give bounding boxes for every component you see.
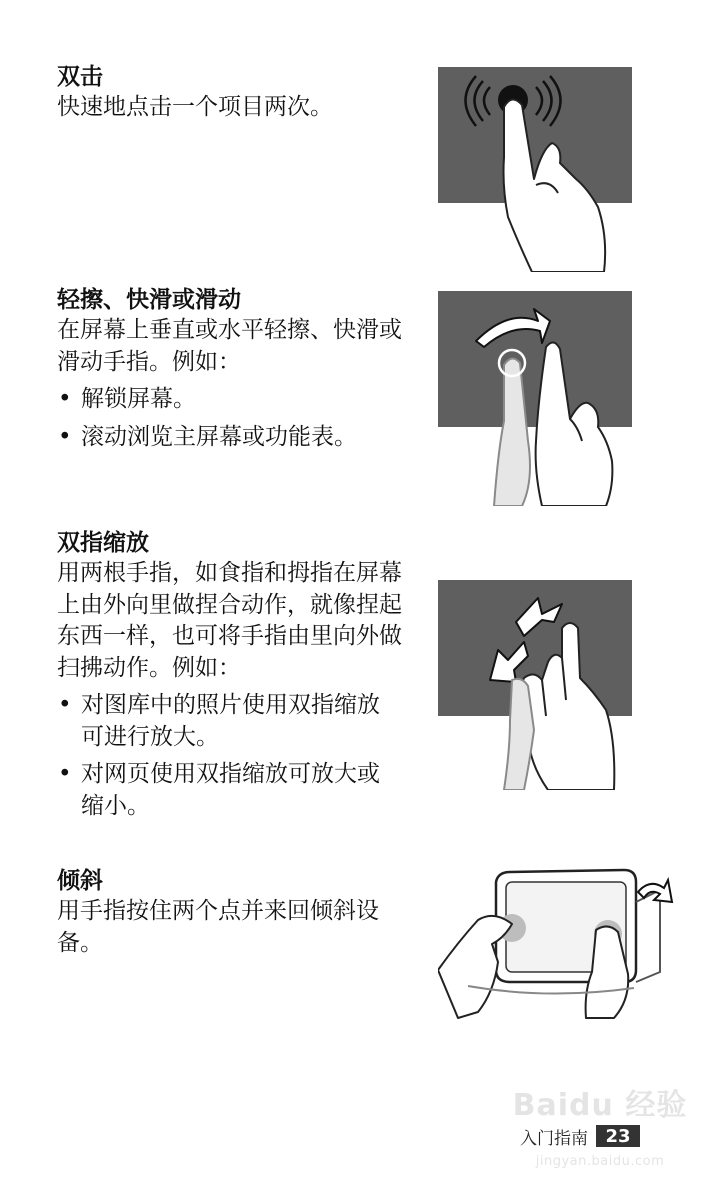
tilt-device-gesture-icon bbox=[438, 862, 678, 1022]
section-title: 双击 bbox=[57, 64, 103, 90]
bullet-item: • 解锁屏幕。 bbox=[57, 384, 402, 416]
page-number: 23 bbox=[596, 1125, 640, 1147]
double-tap-gesture-icon bbox=[438, 67, 632, 272]
section-title: 倾斜 bbox=[57, 868, 103, 894]
section-tilt bbox=[57, 866, 402, 959]
section-body: 快速地点击一个项目两次。 bbox=[57, 94, 333, 120]
section-double-tap bbox=[57, 62, 402, 124]
chapter-label: 入门指南 bbox=[520, 1128, 588, 1149]
bullet-item: • 滚动浏览主屏幕或功能表。 bbox=[57, 422, 402, 454]
section-title: 双指缩放 bbox=[57, 530, 149, 556]
watermark-main: Baidu 经验 bbox=[512, 1088, 688, 1123]
section-body: 用手指按住两个点并来回倾斜设备。 bbox=[57, 898, 379, 956]
pinch-zoom-gesture-icon bbox=[438, 580, 632, 790]
section-body: 用两根手指，如食指和拇指在屏幕上由外向里做捏合动作，就像捏起东西一样，也可将手指由里向外做扫拂动作。例如： bbox=[57, 560, 402, 681]
section-body: 在屏幕上垂直或水平轻擦、快滑或滑动手指。例如： bbox=[57, 317, 402, 375]
section-pinch-zoom bbox=[57, 528, 402, 828]
watermark-sub: jingyan.baidu.com bbox=[535, 1154, 665, 1169]
swipe-gesture-icon bbox=[438, 291, 632, 506]
bullet-list bbox=[57, 690, 402, 822]
page-footer bbox=[520, 1124, 640, 1148]
bullet-item: • 对网页使用双指缩放可放大或缩小。 bbox=[57, 759, 402, 822]
section-swipe bbox=[57, 285, 402, 459]
bullet-item: • 对图库中的照片使用双指缩放可进行放大。 bbox=[57, 690, 402, 753]
bullet-list bbox=[57, 384, 402, 453]
section-title: 轻擦、快滑或滑动 bbox=[57, 287, 241, 313]
